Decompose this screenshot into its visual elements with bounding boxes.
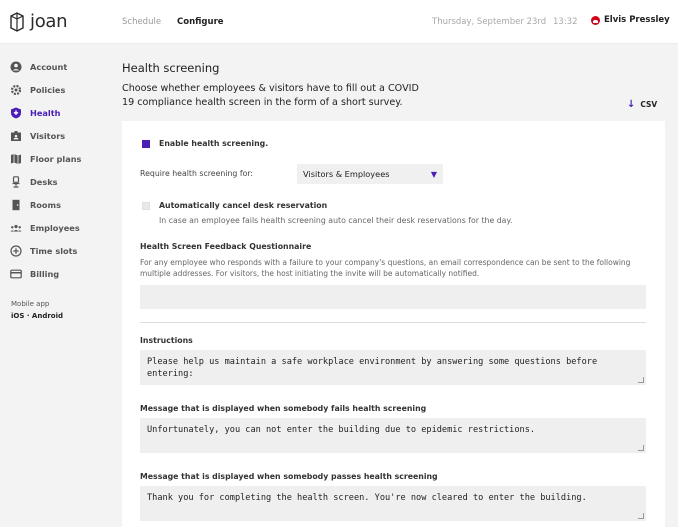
feedback-questionnaire-title: Health Screen Feedback Questionnaire xyxy=(140,242,312,251)
resize-handle-icon[interactable] xyxy=(638,377,644,383)
resize-handle-icon[interactable] xyxy=(638,445,644,451)
current-time: 13:32 xyxy=(553,17,578,27)
require-screening-value: Visitors & Employees xyxy=(303,169,390,179)
csv-label: CSV xyxy=(640,100,658,109)
logo[interactable] xyxy=(9,11,67,32)
auto-cancel-label: Automatically cancel desk reservation xyxy=(159,201,328,210)
people-icon xyxy=(10,222,22,234)
map-icon xyxy=(10,153,22,165)
fail-message-title: Message that is displayed when somebody fails health screening xyxy=(140,404,427,413)
sidebar-item-label: Floor plans xyxy=(30,154,82,164)
sidebar-item-billing[interactable] xyxy=(10,268,59,280)
sidebar-item-label: Employees xyxy=(30,223,80,233)
sidebar-item-label: Health xyxy=(30,108,61,118)
sidebar-item-rooms[interactable] xyxy=(10,199,61,211)
logo-text: joan xyxy=(30,11,68,32)
divider xyxy=(140,322,646,323)
sidebar-item-label: Policies xyxy=(30,85,66,95)
page-title: Health screening xyxy=(122,61,220,75)
enable-health-screening-label: Enable health screening. xyxy=(159,139,269,148)
page-description: Choose whether employees & visitors have to fill out a COVID 19 compliance health screen in the form of a short survey. xyxy=(122,83,419,108)
instructions-textarea[interactable] xyxy=(140,350,646,385)
sidebar-item-time-slots[interactable] xyxy=(10,245,77,257)
desk-chair-icon xyxy=(10,176,22,188)
sidebar-item-label: Rooms xyxy=(30,200,61,210)
sidebar-item-label: Time slots xyxy=(30,246,78,256)
door-icon xyxy=(10,199,22,211)
instructions-text: Please help us maintain a safe workplace environment by answering some questions before entering: xyxy=(147,357,598,379)
fail-message-textarea[interactable] xyxy=(140,418,646,453)
joan-logo-icon xyxy=(9,12,25,32)
require-screening-select[interactable] xyxy=(297,164,443,184)
user-name: Elvis Pressley xyxy=(604,15,670,25)
sidebar-item-floor-plans[interactable] xyxy=(10,153,81,165)
credit-card-icon xyxy=(10,268,22,280)
top-bar xyxy=(0,0,678,44)
visitor-badge-icon xyxy=(10,130,22,142)
mobile-app-label: Mobile app xyxy=(11,300,50,308)
plus-circle-icon xyxy=(10,245,22,257)
sidebar-item-label: Desks xyxy=(30,177,58,187)
sidebar-item-label: Billing xyxy=(30,269,60,279)
pass-message-textarea[interactable] xyxy=(140,486,646,521)
user-menu[interactable] xyxy=(591,15,670,25)
feedback-emails-input[interactable] xyxy=(140,285,646,309)
gear-icon xyxy=(10,84,22,96)
tab-schedule[interactable]: Schedule xyxy=(122,17,162,27)
chevron-down-icon: ▼ xyxy=(430,169,437,179)
sidebar-item-employees[interactable] xyxy=(10,222,80,234)
current-date: Thursday, September 23rd xyxy=(432,17,547,27)
sidebar-item-label: Account xyxy=(30,62,68,72)
sidebar-item-health[interactable] xyxy=(10,107,60,119)
health-settings-card xyxy=(122,121,665,527)
tab-configure[interactable]: Configure xyxy=(177,17,224,27)
csv-download-button[interactable] xyxy=(627,99,657,110)
auto-cancel-help: In case an employee fails health screening auto cancel their desk reservations for the day. xyxy=(159,216,513,225)
enable-health-screening-checkbox[interactable] xyxy=(142,140,150,148)
sidebar-item-policies[interactable] xyxy=(10,84,65,96)
mobile-app-links[interactable]: iOS · Android xyxy=(11,312,64,320)
sidebar-item-account[interactable] xyxy=(10,61,67,73)
require-screening-label: Require health screening for: xyxy=(140,169,254,178)
account-icon xyxy=(10,61,22,73)
shield-icon xyxy=(10,107,22,119)
pass-message-text: Thank you for completing the health screen. You're now cleared to enter the building. xyxy=(147,493,587,503)
download-arrow-icon: ↓ xyxy=(627,99,636,110)
instructions-title: Instructions xyxy=(140,336,193,345)
sidebar-item-visitors[interactable] xyxy=(10,130,65,142)
feedback-questionnaire-help: For any employee who responds with a failure to your company's questions, an email correspondence can be sent to the following multiple addresses. For visitors, the host initiating the invite will be automatically notified. xyxy=(140,258,631,278)
auto-cancel-checkbox[interactable] xyxy=(142,202,150,210)
fail-message-text: Unfortunately, you can not enter the building due to epidemic restrictions. xyxy=(147,425,536,435)
avatar xyxy=(591,16,600,25)
sidebar xyxy=(0,44,108,527)
resize-handle-icon[interactable] xyxy=(638,513,644,519)
pass-message-title: Message that is displayed when somebody passes health screening xyxy=(140,472,438,481)
sidebar-item-desks[interactable] xyxy=(10,176,58,188)
sidebar-item-label: Visitors xyxy=(30,131,66,141)
